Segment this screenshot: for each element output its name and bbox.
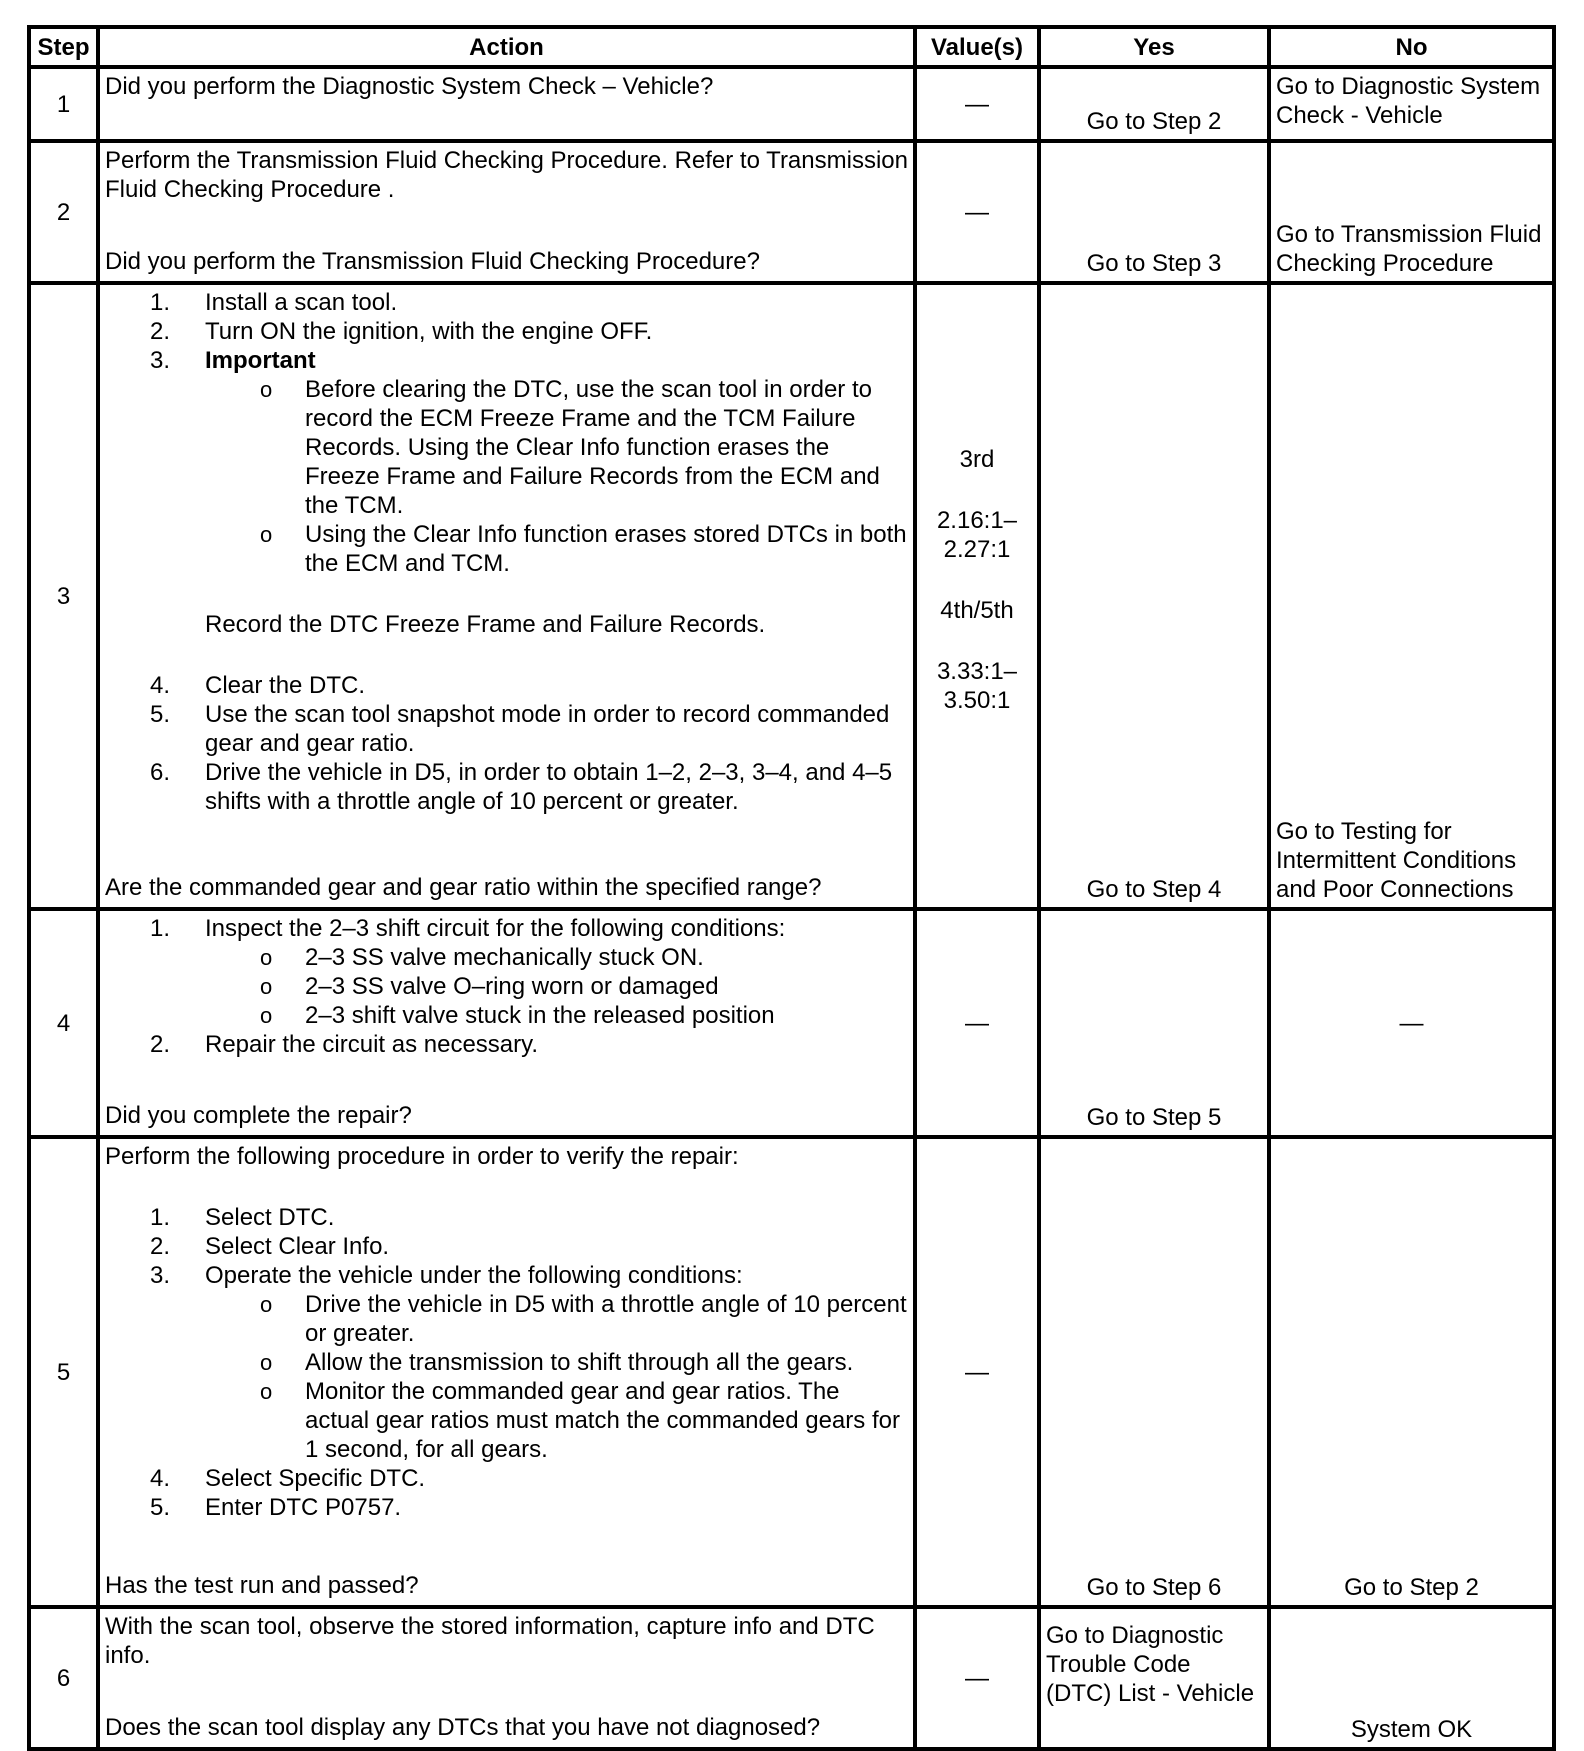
- list-text: Before clearing the DTC, use the scan tool in order to record the ECM Freeze Frame and the TCM Failure Records. Using the Clear Info function erases the Freeze Frame and Failure Records from the ECM and the TCM.: [305, 376, 880, 519]
- action-question: Did you complete the repair?: [105, 1102, 412, 1129]
- diagnostic-table: [27, 25, 1556, 1751]
- no-cell: [1269, 909, 1554, 1137]
- action-cell: [98, 1607, 915, 1749]
- values-cell: [915, 141, 1039, 283]
- bullet-glyph: o: [260, 522, 273, 547]
- values-dash: —: [965, 1664, 989, 1692]
- values-cell: [915, 1137, 1039, 1607]
- list-item: [105, 1464, 908, 1493]
- no-cell: [1269, 141, 1554, 283]
- condition-bullets: [105, 1290, 908, 1464]
- table-row: [29, 283, 1554, 909]
- action-cell: [98, 67, 915, 141]
- action-question: Does the scan tool display any DTCs that you have not diagnosed?: [105, 1714, 821, 1741]
- bullet-glyph: o: [260, 1003, 273, 1028]
- action-question: Are the commanded gear and gear ratio within the specified range?: [105, 874, 822, 901]
- list-number: 5.: [150, 1494, 171, 1521]
- list-item: [105, 1232, 908, 1261]
- list-text: Allow the transmission to shift through all the gears.: [305, 1349, 854, 1376]
- list-text: Install a scan tool.: [205, 289, 398, 316]
- step-number: 3: [29, 283, 98, 909]
- list-number: 4.: [150, 1465, 171, 1492]
- action-question: Has the test run and passed?: [105, 1572, 419, 1599]
- list-item: [105, 1493, 908, 1522]
- header-no: No: [1269, 27, 1554, 67]
- action-cell: [98, 283, 915, 909]
- list-number: 1.: [150, 915, 171, 942]
- list-item: [105, 1348, 908, 1377]
- list-item: [105, 1377, 908, 1464]
- no-link[interactable]: Go to Transmission Fluid Checking Procedure: [1276, 221, 1542, 277]
- no-link[interactable]: Go to Testing for Intermittent Conditions and Poor Connections: [1276, 818, 1517, 903]
- action-cell: [98, 909, 915, 1137]
- list-text: Clear the DTC.: [205, 672, 366, 699]
- gear-value: 3rd: [959, 446, 995, 473]
- step-number: 1: [29, 67, 98, 141]
- bullet-glyph: o: [260, 945, 273, 970]
- record-note: Record the DTC Freeze Frame and Failure Records.: [205, 611, 766, 638]
- list-item: [105, 1203, 908, 1232]
- values-dash: —: [965, 1358, 989, 1386]
- list-number: 6.: [150, 759, 171, 786]
- list-item: [105, 914, 908, 943]
- ratio-value: 3.33:1–3.50:1: [936, 658, 1018, 714]
- list-item: [105, 520, 908, 578]
- list-text: Select DTC.: [205, 1204, 335, 1231]
- no-dash: —: [1399, 1009, 1424, 1037]
- list-text: 2–3 SS valve mechanically stuck ON.: [305, 944, 704, 971]
- list-text: 2–3 SS valve O–ring worn or damaged: [305, 973, 719, 1000]
- list-item: [105, 972, 908, 1001]
- header-yes: Yes: [1039, 27, 1269, 67]
- list-text: Repair the circuit as necessary.: [205, 1031, 539, 1058]
- important-bullets: [105, 375, 908, 578]
- no-link[interactable]: Go to Step 2: [1344, 1574, 1479, 1601]
- no-status: System OK: [1350, 1716, 1473, 1743]
- important-label: Important: [205, 347, 316, 374]
- table-row: [29, 909, 1554, 1137]
- yes-cell: [1039, 1137, 1269, 1607]
- action-steps-continued: [105, 1464, 908, 1522]
- action-intro: Perform the following procedure in order to verify the repair:: [105, 1143, 739, 1170]
- list-number: 1.: [150, 289, 171, 316]
- list-item: [105, 700, 908, 758]
- diagnostic-document: [27, 25, 1556, 1751]
- step-number: 5: [29, 1137, 98, 1607]
- list-text: Drive the vehicle in D5, in order to obtain 1–2, 2–3, 3–4, and 4–5 shifts with a throttle angle of 10 percent or greater.: [205, 759, 893, 815]
- action-question: Did you perform the Transmission Fluid Checking Procedure?: [105, 248, 760, 275]
- gear-value: 4th/5th: [940, 597, 1014, 624]
- yes-link[interactable]: Go to Diagnostic Trouble Code (DTC) List - Vehicle: [1046, 1622, 1255, 1707]
- list-number: 4.: [150, 672, 171, 699]
- yes-link[interactable]: Go to Step 3: [1086, 250, 1222, 277]
- list-item: [105, 943, 908, 972]
- table-row: [29, 141, 1554, 283]
- list-text: Select Clear Info.: [205, 1233, 390, 1260]
- header-values: Value(s): [915, 27, 1039, 67]
- list-number: 1.: [150, 1204, 171, 1231]
- yes-link[interactable]: Go to Step 5: [1086, 1104, 1222, 1131]
- no-cell: [1269, 1137, 1554, 1607]
- list-item: [105, 1030, 908, 1059]
- list-number: 3.: [150, 1262, 171, 1289]
- yes-cell: [1039, 67, 1269, 141]
- list-number: 3.: [150, 347, 171, 374]
- no-cell: [1269, 283, 1554, 909]
- action-intro: Perform the Transmission Fluid Checking Procedure. Refer to Transmission Fluid Checking Procedure .: [105, 147, 908, 203]
- action-steps-continued: [105, 671, 908, 816]
- list-number: 2.: [150, 318, 171, 345]
- action-steps-continued: [105, 1030, 908, 1059]
- list-text: Enter DTC P0757.: [205, 1494, 402, 1521]
- list-text: Select Specific DTC.: [205, 1465, 426, 1492]
- list-item: [105, 1261, 908, 1290]
- bullet-glyph: o: [260, 1379, 273, 1404]
- yes-cell: [1039, 141, 1269, 283]
- table-row: [29, 1137, 1554, 1607]
- yes-link[interactable]: Go to Step 2: [1086, 108, 1222, 135]
- action-steps: [105, 914, 908, 943]
- step-number: 6: [29, 1607, 98, 1749]
- step-number: 2: [29, 141, 98, 283]
- yes-cell: [1039, 283, 1269, 909]
- no-cell: [1269, 1607, 1554, 1749]
- list-number: 2.: [150, 1031, 171, 1058]
- table-row: [29, 67, 1554, 141]
- list-item: [105, 375, 908, 520]
- values-dash: —: [965, 1009, 989, 1037]
- values-dash: —: [965, 198, 989, 226]
- list-text: 2–3 shift valve stuck in the released position: [305, 1002, 775, 1029]
- step-number: 4: [29, 909, 98, 1137]
- values-cell: [915, 67, 1039, 141]
- action-cell: [98, 141, 915, 283]
- action-steps: [105, 288, 908, 375]
- list-item: [105, 1290, 908, 1348]
- list-text: Using the Clear Info function erases stored DTCs in both the ECM and TCM.: [305, 521, 907, 577]
- list-text: Monitor the commanded gear and gear ratios. The actual gear ratios must match the commanded gears for 1 second, for all gears.: [305, 1378, 900, 1463]
- values-cell: [915, 909, 1039, 1137]
- header-step: Step: [29, 27, 98, 67]
- list-text: Operate the vehicle under the following conditions:: [205, 1262, 743, 1289]
- ratio-value: 2.16:1–2.27:1: [936, 507, 1018, 563]
- list-text: Inspect the 2–3 shift circuit for the following conditions:: [205, 915, 786, 942]
- yes-link[interactable]: Go to Step 6: [1086, 1574, 1222, 1601]
- list-text: Drive the vehicle in D5 with a throttle angle of 10 percent or greater.: [305, 1291, 907, 1347]
- list-item: [105, 317, 908, 346]
- yes-cell: [1039, 909, 1269, 1137]
- yes-link[interactable]: Go to Step 4: [1086, 876, 1222, 903]
- bullet-glyph: o: [260, 377, 273, 402]
- yes-cell: [1039, 1607, 1269, 1749]
- action-steps: [105, 1203, 908, 1290]
- bullet-glyph: o: [260, 1292, 273, 1317]
- values-dash: —: [965, 90, 989, 118]
- bullet-glyph: o: [260, 974, 273, 999]
- no-link[interactable]: Go to Diagnostic System Check - Vehicle: [1276, 73, 1541, 129]
- values-cell: [915, 1607, 1039, 1749]
- header-row: [29, 27, 1554, 67]
- list-item: [105, 671, 908, 700]
- list-item: [105, 1001, 908, 1030]
- list-text: Turn ON the ignition, with the engine OFF.: [205, 318, 653, 345]
- values-cell: [915, 283, 1039, 909]
- list-item: [105, 288, 908, 317]
- list-number: 5.: [150, 701, 171, 728]
- header-action: Action: [98, 27, 915, 67]
- list-number: 2.: [150, 1233, 171, 1260]
- list-text: Use the scan tool snapshot mode in order to record commanded gear and gear ratio.: [205, 701, 890, 757]
- action-question: Did you perform the Diagnostic System Check – Vehicle?: [105, 73, 714, 100]
- condition-bullets: [105, 943, 908, 1030]
- list-item: [105, 758, 908, 816]
- no-cell: [1269, 67, 1554, 141]
- bullet-glyph: o: [260, 1350, 273, 1375]
- list-item: [105, 346, 908, 375]
- action-cell: [98, 1137, 915, 1607]
- table-row: [29, 1607, 1554, 1749]
- action-intro: With the scan tool, observe the stored information, capture info and DTC info.: [105, 1613, 875, 1669]
